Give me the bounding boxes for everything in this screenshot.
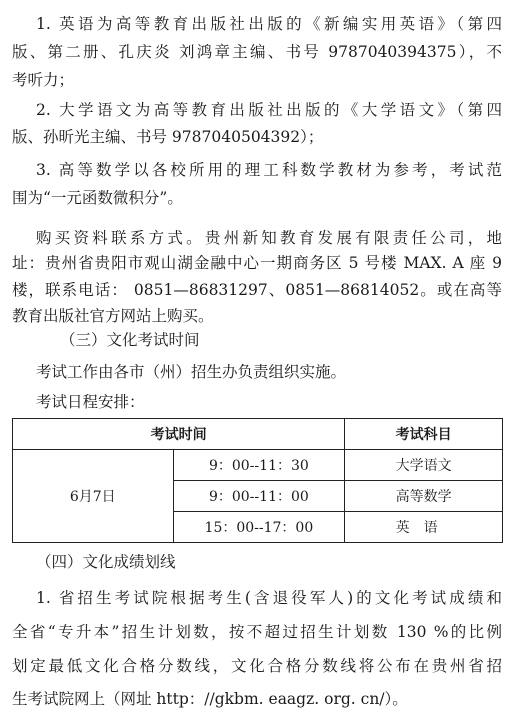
table-header-row [13,419,503,450]
paragraph-3-line-1: 3. 高等数学以各校所用的理工科数学教材为参考，考试范 [36,161,502,179]
time-cell: 9：00--11：00 [173,481,345,512]
header-exam-subject: 考试科目 [345,419,503,450]
paragraph-1-line-2: 版、第二册、孔庆炎 刘鸿章主编、书号 9787040394375），不 [12,43,502,61]
exam-date-cell: 6月7日 [13,450,174,543]
paragraph-5-line-4: 生考试院网上（网址 http：//gkbm. eaagz. org. cn/）。 [12,690,408,708]
section-4-heading: （四）文化成绩划线 [36,553,176,571]
paragraph-4-line-4: 教育出版社官方网站上购买。 [12,307,214,325]
subject-english: 英语 [395,520,452,536]
paragraph-5-line-2: 全省“专升本”招生计划数，按不超过招生计划数 130 %的比例 [12,623,502,641]
subject-cell [345,512,503,543]
paragraph-1-line-1: 1. 英语为高等教育出版社出版的《新编实用英语》（第四 [36,15,502,33]
time-cell: 9：00--11：30 [173,450,345,481]
paragraph-1-line-3: 考听力； [12,71,75,89]
paragraph-4-line-1: 购买资料联系方式。贵州新知教育发展有限责任公司，地 [36,229,502,247]
paragraph-3-line-2: 围为“一元函数微积分”。 [12,189,183,207]
paragraph-2-line-1: 2. 大学语文为高等教育出版社出版的《大学语文》（第四 [36,101,502,119]
table-row [13,450,503,481]
exam-schedule-table [12,418,503,543]
paragraph-5-line-3: 划定最低文化合格分数线，文化合格分数线将公布在贵州省招 [12,657,502,675]
paragraph-4-line-3: 楼，联系电话： 0851—86831297、0851—86814052。或在高等 [12,281,502,299]
time-cell: 15：00--17：00 [173,512,345,543]
paragraph-2-line-2: 版、孙昕光主编、书号 9787040504392）； [12,128,324,146]
section-3-paragraph-1: 考试工作由各市（州）招生办负责组织实施。 [36,363,347,381]
section-3-paragraph-2: 考试日程安排： [36,393,145,411]
subject-cell: 大学语文 [345,450,503,481]
paragraph-5-line-1: 1. 省招生考试院根据考生(含退役军人)的文化考试成绩和 [36,589,502,607]
paragraph-4-line-2: 址：贵州省贵阳市观山湖金融中心一期商务区 5 号楼 MAX. A 座 9 [12,254,502,272]
subject-cell: 高等数学 [345,481,503,512]
section-3-heading: （三）文化考试时间 [60,331,200,349]
header-exam-time: 考试时间 [13,419,345,450]
